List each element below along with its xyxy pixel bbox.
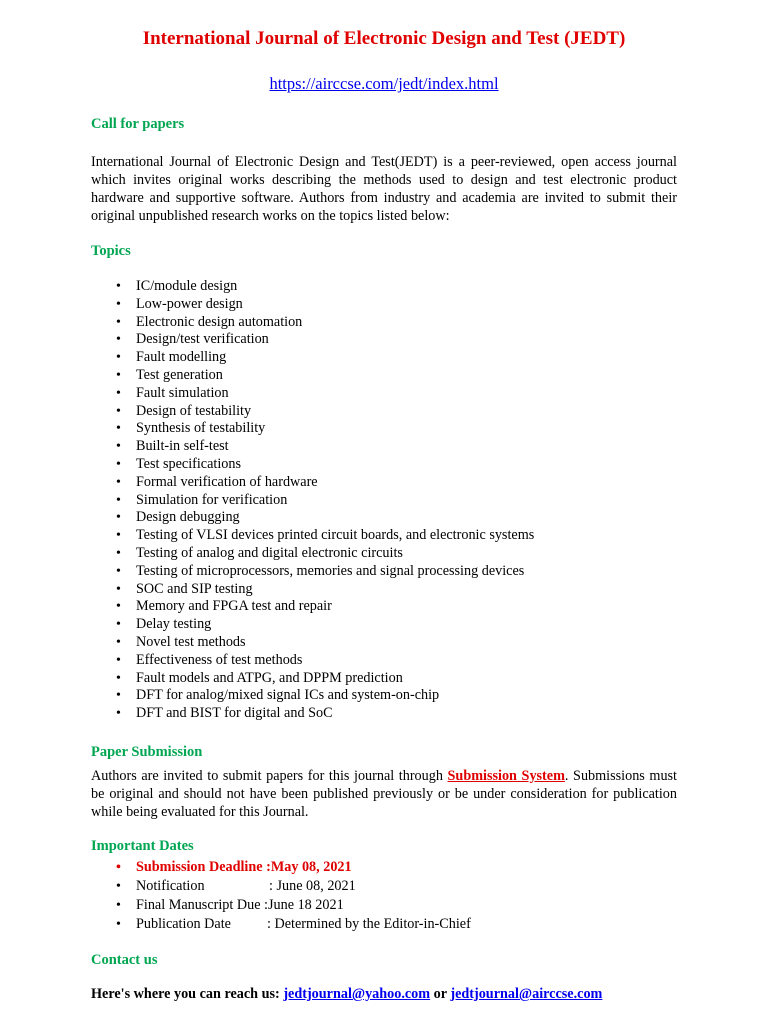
list-item: • SOC and SIP testing: [91, 581, 534, 599]
list-item: • Synthesis of testability: [91, 420, 534, 438]
important-dates-heading: Important Dates: [91, 838, 194, 854]
list-item: • Novel test methods: [91, 634, 534, 652]
list-item: • Test generation: [91, 367, 534, 385]
date-label: Notification: [136, 878, 205, 894]
list-item: • Design/test verification: [91, 331, 534, 349]
journal-url-link[interactable]: https://airccse.com/jedt/index.html: [269, 74, 499, 93]
important-dates-list: [91, 858, 471, 934]
call-for-papers-text: International Journal of Electronic Design and Test(JEDT) is a peer-reviewed, open access journal which invites original works describing the methods used to design and test electronic product hardware and supportive software. Authors from industry and academia are invited to submit their original unpublished research works on the topics listed below:: [91, 154, 677, 224]
list-item: • Simulation for verification: [91, 492, 534, 510]
email-link-yahoo[interactable]: jedtjournal@yahoo.com: [283, 986, 431, 1002]
date-item-notification: [91, 877, 471, 896]
contact-intro: Here's where you can reach us:: [91, 986, 284, 1002]
paper-submission-text: [91, 767, 677, 821]
date-value: : June 08, 2021: [269, 878, 356, 894]
list-item: • Electronic design automation: [91, 314, 534, 332]
paper-submission-heading: Paper Submission: [91, 744, 203, 760]
submission-text-before: Authors are invited to submit papers for this journal through: [91, 768, 448, 784]
date-item-submission-deadline: [91, 858, 471, 877]
topics-heading: Topics: [91, 243, 131, 259]
date-label: Final Manuscript Due :: [136, 897, 269, 913]
contact-separator: or: [430, 986, 451, 1002]
date-value: June 18 2021: [268, 897, 344, 913]
list-item: • Testing of VLSI devices printed circuit boards, and electronic systems: [91, 527, 534, 545]
date-value: May 08, 2021: [270, 859, 352, 875]
list-item: • Fault simulation: [91, 385, 534, 403]
date-value: : Determined by the Editor-in-Chief: [267, 916, 471, 932]
list-item: • Fault models and ATPG, and DPPM prediction: [91, 670, 534, 688]
submission-text-after: . Submissions must be original and should not have been published previously or be under consideration for publication while being evaluated for this Journal.: [91, 768, 678, 820]
list-item: • Effectiveness of test methods: [91, 652, 534, 670]
list-item: • IC/module design: [91, 278, 534, 296]
journal-title: International Journal of Electronic Design and Test (JEDT): [142, 28, 626, 49]
list-item: • Low-power design: [91, 296, 534, 314]
contact-heading: Contact us: [91, 952, 158, 968]
list-item: • Fault modelling: [91, 349, 534, 367]
list-item: • DFT and BIST for digital and SoC: [91, 705, 534, 723]
list-item: • Test specifications: [91, 456, 534, 474]
list-item: • Design of testability: [91, 403, 534, 421]
email-link-airccse[interactable]: jedtjournal@airccse.com: [450, 986, 603, 1002]
list-item: • Built-in self-test: [91, 438, 534, 456]
date-item-publication: [91, 915, 471, 934]
list-item: • Design debugging: [91, 509, 534, 527]
list-item: • Testing of analog and digital electronic circuits: [91, 545, 534, 563]
list-item: • Testing of microprocessors, memories and signal processing devices: [91, 563, 534, 581]
contact-line: [91, 986, 602, 1003]
submission-system-link[interactable]: Submission System: [447, 768, 565, 784]
list-item: • Formal verification of hardware: [91, 474, 534, 492]
call-for-papers-heading: Call for papers: [91, 116, 185, 132]
date-label: Publication Date: [136, 916, 231, 932]
date-item-final-manuscript: [91, 896, 471, 915]
list-item: • Delay testing: [91, 616, 534, 634]
list-item: • DFT for analog/mixed signal ICs and system-on-chip: [91, 687, 534, 705]
list-item: • Memory and FPGA test and repair: [91, 598, 534, 616]
topics-list: [91, 278, 534, 723]
date-label: Submission Deadline :: [136, 859, 271, 875]
